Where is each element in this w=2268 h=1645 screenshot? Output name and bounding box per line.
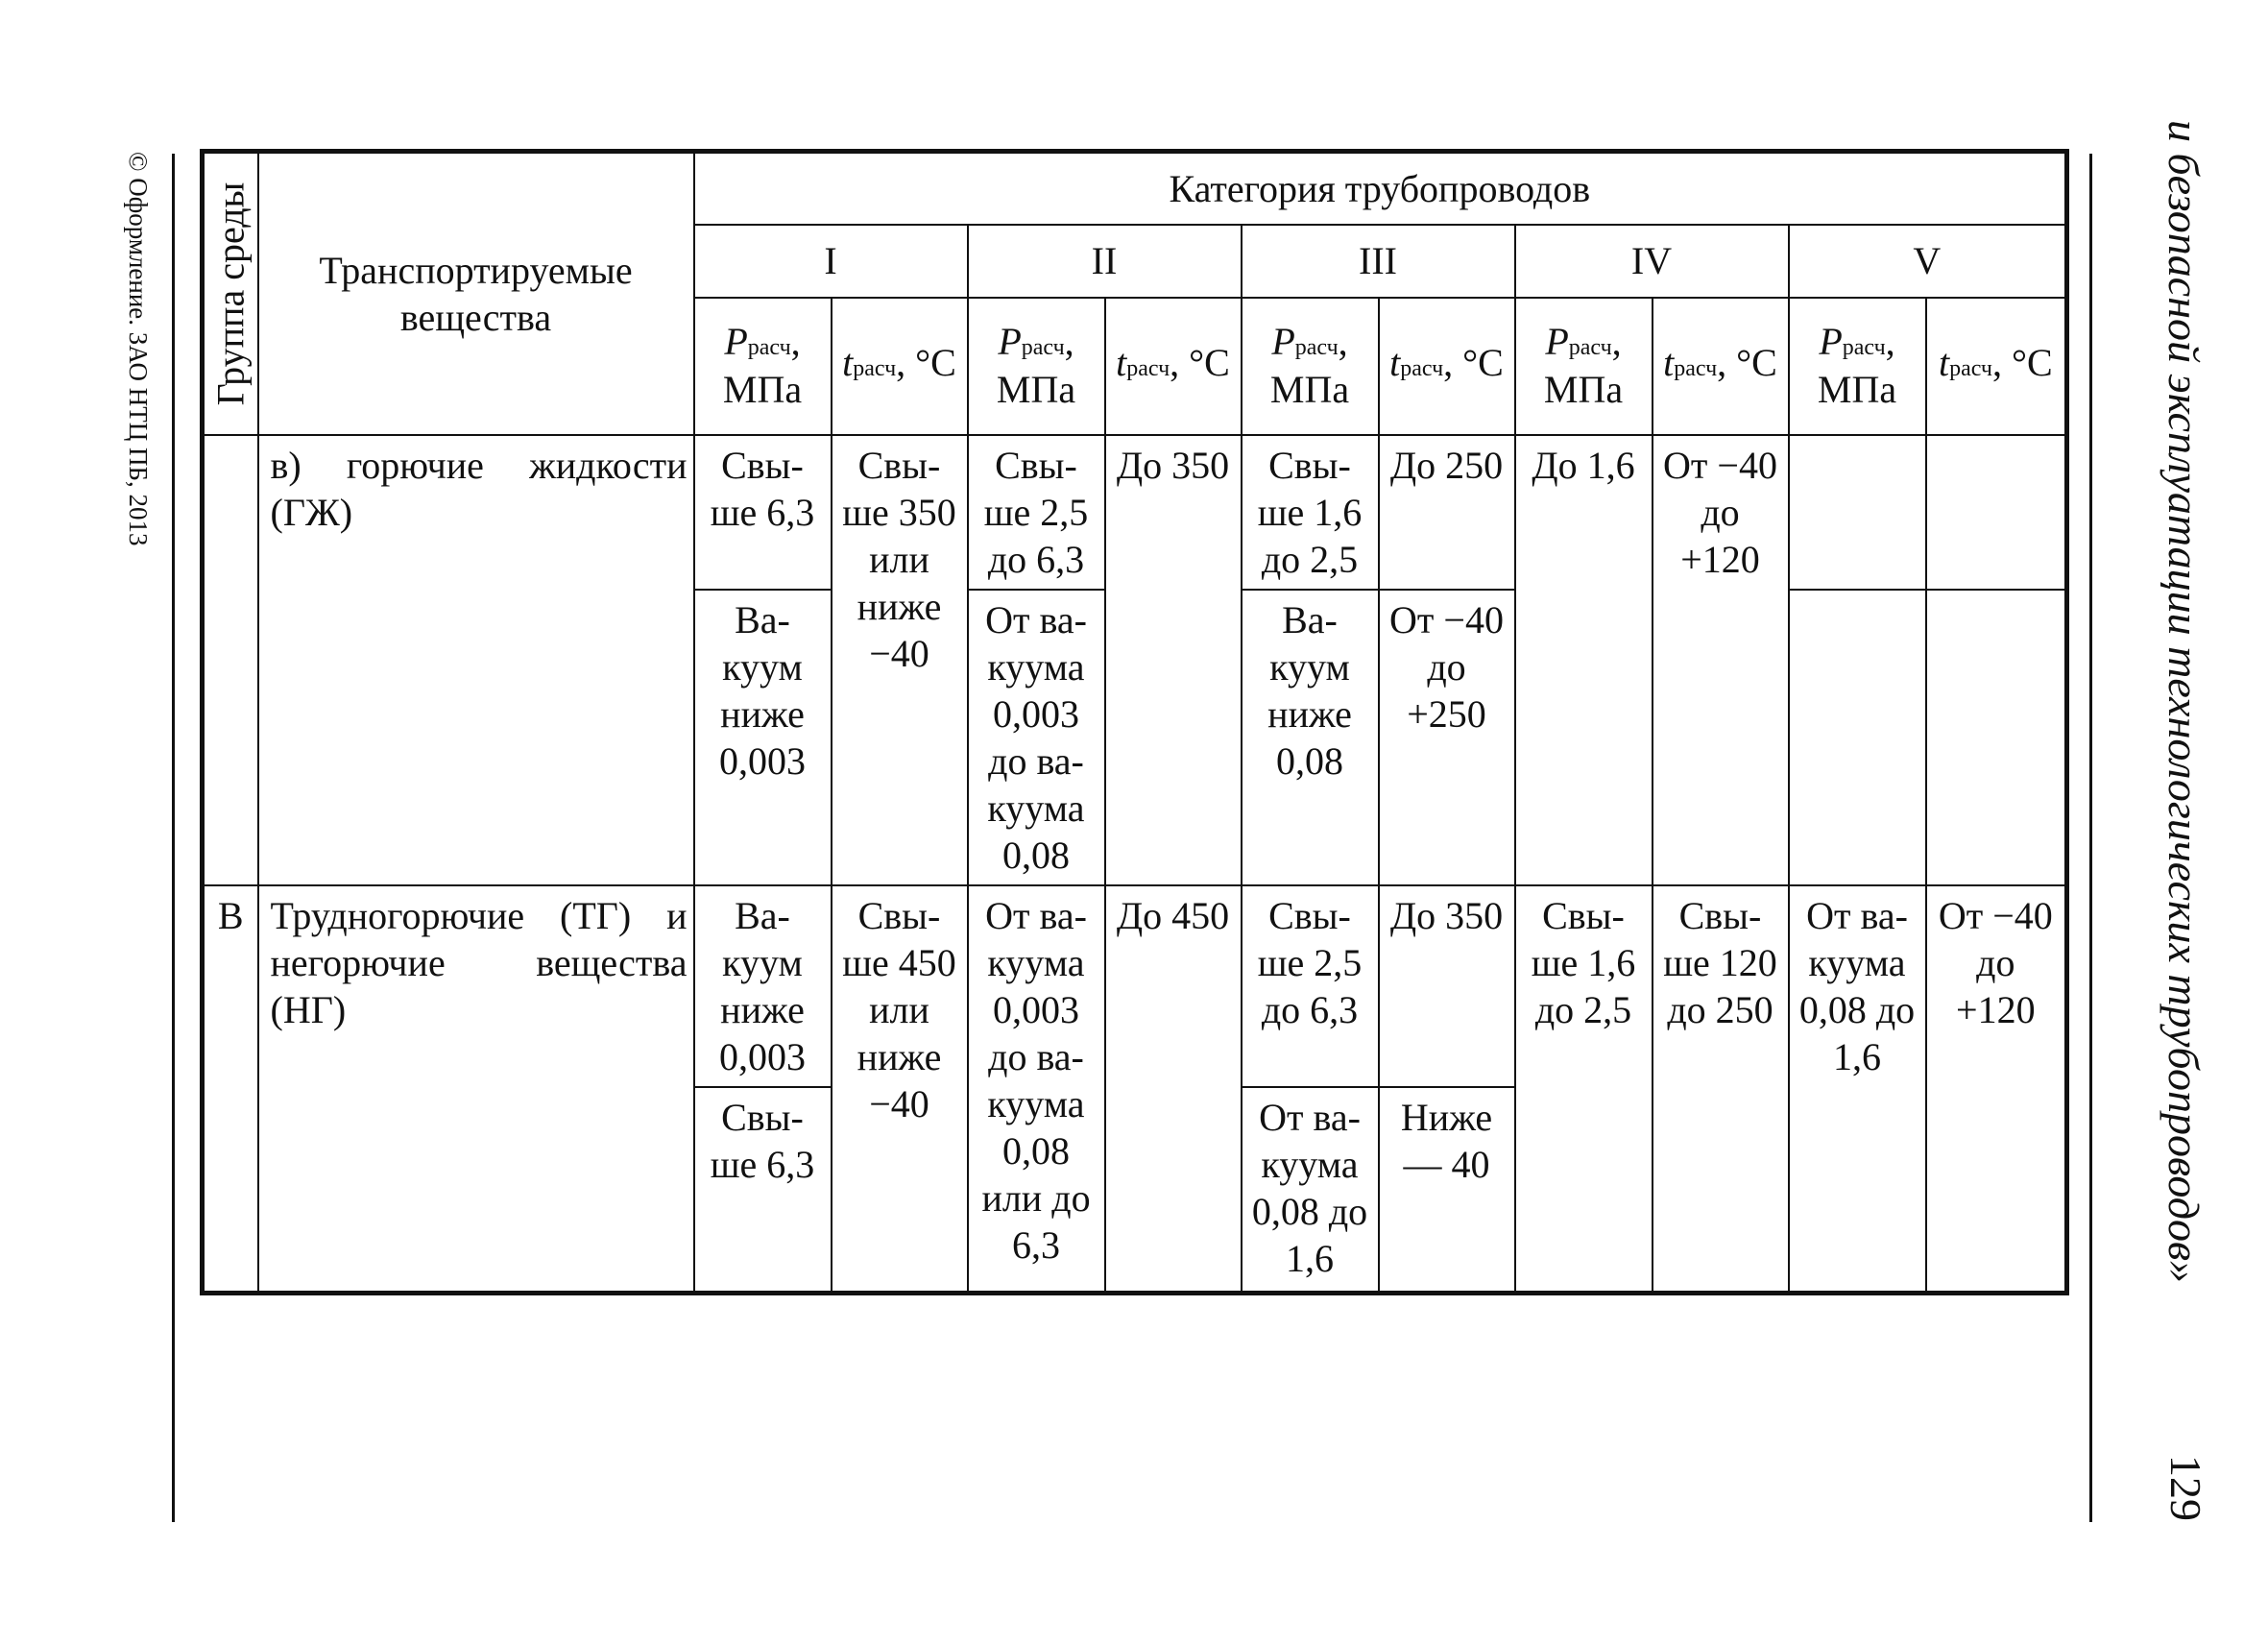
group-header: Группа среды: [208, 181, 253, 406]
category-i-header: I: [694, 225, 968, 298]
cell-c1-temperature: Свы-ше 450 или ниже −40: [832, 885, 968, 1294]
temperature-header: tрасч, °С: [1653, 298, 1789, 435]
temperature-header: tрасч, °С: [832, 298, 968, 435]
cell-c4-pressure: Свы-ше 1,6 до 2,5: [1515, 885, 1653, 1294]
cell-c3-pressure: От ва-куума 0,08 до 1,6: [1242, 1087, 1379, 1294]
cell-c1-pressure: Свы-ше 6,3: [694, 1087, 832, 1294]
pressure-header: Pрасч, МПа: [1242, 298, 1379, 435]
cell-c4-pressure: До 1,6: [1515, 435, 1653, 885]
pipeline-category-table: [200, 149, 2069, 1295]
pressure-header: Pрасч, МПа: [968, 298, 1105, 435]
cell-c1-pressure: Свы-ше 6,3: [694, 435, 832, 590]
pressure-header: Pрасч, МПа: [1789, 298, 1926, 435]
cell-c4-temperature: Свы-ше 120 до 250: [1653, 885, 1789, 1294]
cell-c3-pressure: Свы-ше 2,5 до 6,3: [1242, 885, 1379, 1087]
cell-c5-pressure: [1789, 590, 1926, 885]
temperature-header: tрасч, °С: [1926, 298, 2067, 435]
cell-c1-pressure: Ва-куум ниже 0,003: [694, 590, 832, 885]
page-number: 129: [2161, 1455, 2210, 1521]
pressure-header: Pрасч, МПа: [694, 298, 832, 435]
cell-c5-pressure: [1789, 435, 1926, 590]
cell-c5-temperature: [1926, 590, 2067, 885]
temperature-header: tрасч, °С: [1105, 298, 1242, 435]
cell-c5-temperature: [1926, 435, 2067, 590]
group-header-cell: [203, 152, 258, 435]
category-iv-header: IV: [1515, 225, 1789, 298]
substance-cell: Трудногорючие (ТГ) и негорючие вещества (НГ): [258, 885, 694, 1294]
left-margin-rule: [172, 154, 175, 1522]
cell-c1-temperature: Свы-ше 350 или ниже −40: [832, 435, 968, 885]
cell-c3-temperature: От −40 до +250: [1379, 590, 1515, 885]
cell-c2-pressure: От ва-куума 0,003 до ва-куума 0,08 или до 6,3: [968, 885, 1105, 1294]
cell-c2-temperature: До 350: [1105, 435, 1242, 885]
running-title: и безопасной эксплуатации технологических трубопроводов»: [2159, 120, 2208, 1283]
temperature-header: tрасч, °С: [1379, 298, 1515, 435]
pressure-header: Pрасч, МПа: [1515, 298, 1653, 435]
copyright-notice: © Оформление. ЗАО НТЦ ПБ, 2013: [124, 152, 153, 546]
cell-c3-pressure: Ва-куум ниже 0,08: [1242, 590, 1379, 885]
cell-c3-pressure: Свы-ше 1,6 до 2,5: [1242, 435, 1379, 590]
cell-c5-pressure: От ва-куума 0,08 до 1,6: [1789, 885, 1926, 1294]
cell-c4-temperature: От −40 до +120: [1653, 435, 1789, 885]
category-v-header: V: [1789, 225, 2067, 298]
right-margin-rule: [2089, 154, 2092, 1522]
cell-c3-temperature: До 350: [1379, 885, 1515, 1087]
cell-c1-pressure: Ва-куум ниже 0,003: [694, 885, 832, 1087]
substance-cell: в) горючие жидкости (ГЖ): [258, 435, 694, 885]
cell-c2-pressure: Свы-ше 2,5 до 6,3: [968, 435, 1105, 590]
substance-header: Транспортируемые вещества: [258, 152, 694, 435]
group-cell: [203, 435, 258, 885]
cell-c5-temperature: От −40 до +120: [1926, 885, 2067, 1294]
category-ii-header: II: [968, 225, 1242, 298]
category-iii-header: III: [1242, 225, 1515, 298]
group-cell: В: [203, 885, 258, 1294]
cell-c2-temperature: До 450: [1105, 885, 1242, 1294]
cell-c3-temperature: До 250: [1379, 435, 1515, 590]
cell-c2-pressure: От ва-куума 0,003 до ва-куума 0,08: [968, 590, 1105, 885]
cell-c3-temperature: Ниже — 40: [1379, 1087, 1515, 1294]
category-header: Категория трубопроводов: [694, 152, 2067, 225]
